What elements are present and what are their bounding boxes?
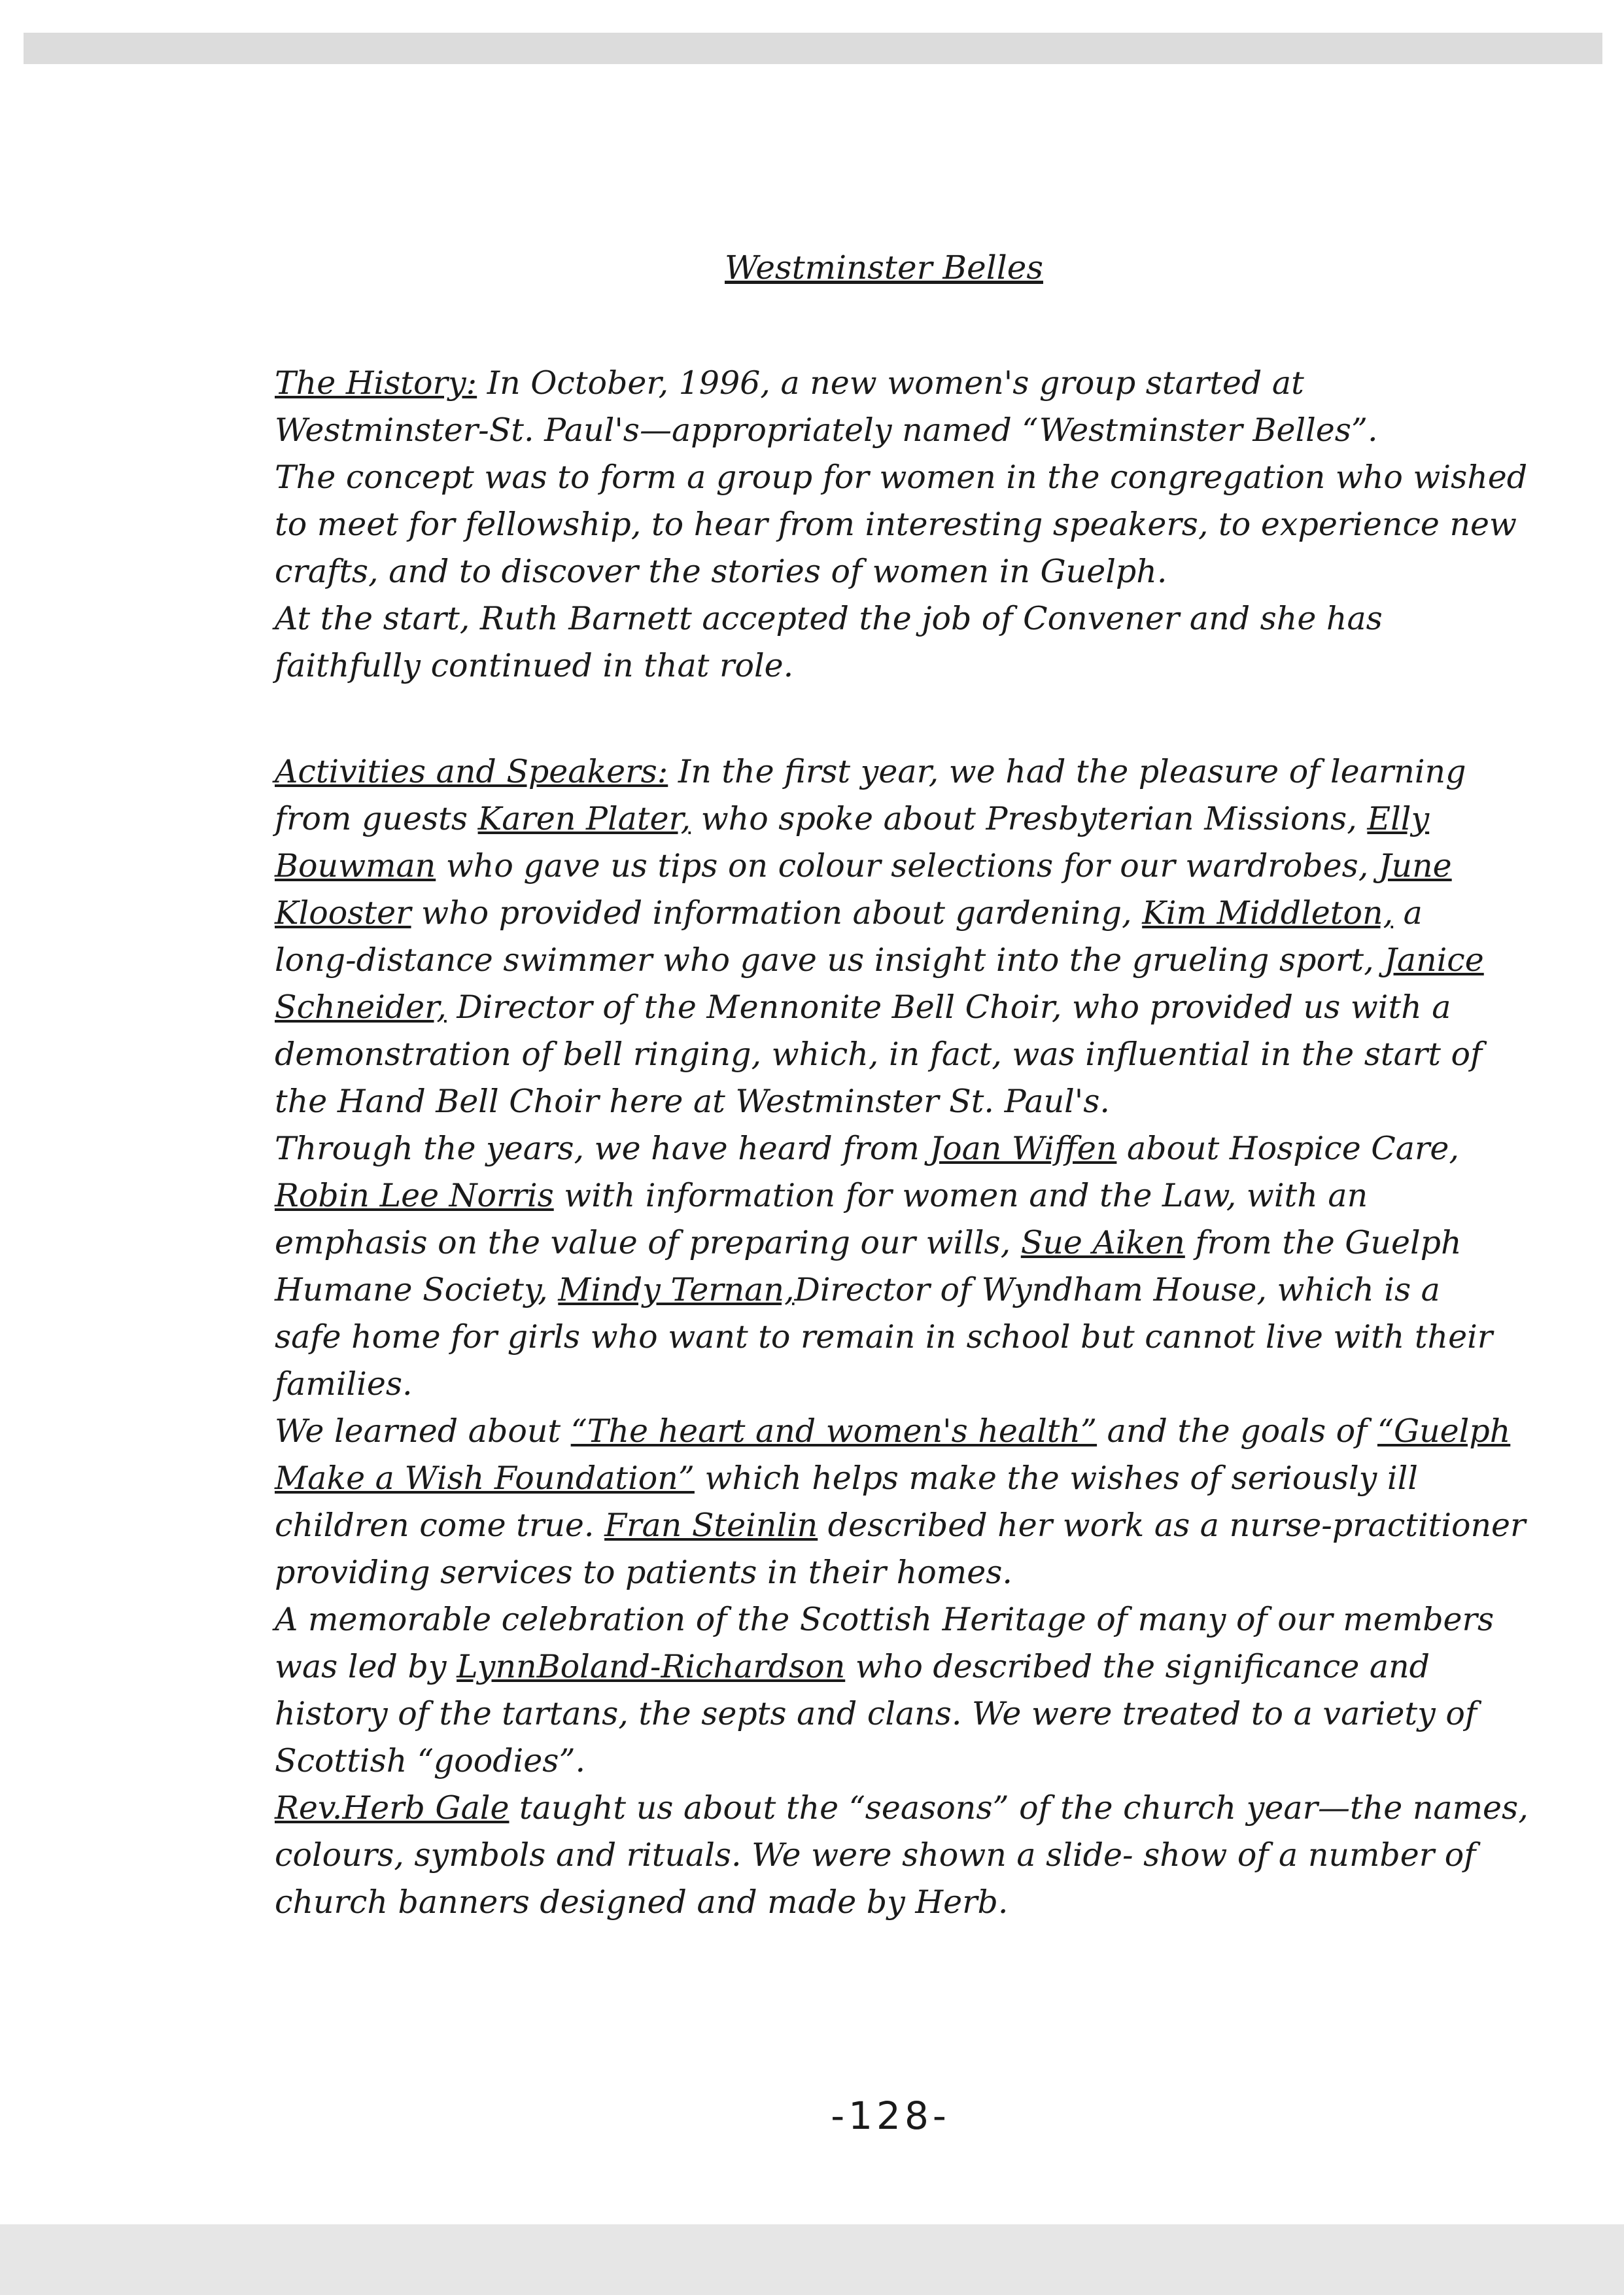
text-span: history of the tartans, the septs and clans. We were treated to a variety of	[275, 1695, 1477, 1732]
text-line	[275, 796, 1504, 843]
text-line	[275, 890, 1504, 937]
text-line	[275, 1267, 1504, 1314]
text-line	[275, 1078, 1504, 1125]
text-line	[275, 1879, 1504, 1926]
text-span: with information for women and the Law, with an	[553, 1177, 1368, 1214]
text-span: demonstration of bell ringing, which, in fact, was influential in the start of	[275, 1036, 1483, 1073]
text-span: which helps make the wishes of seriously ill	[694, 1460, 1418, 1497]
text-span: safe home for girls who want to remain in school but cannot live with their	[275, 1318, 1493, 1356]
text-line	[275, 1549, 1504, 1596]
text-line	[275, 642, 1504, 690]
text-line	[275, 1125, 1504, 1172]
underlined-text: Janice	[1384, 941, 1484, 979]
text-span: Humane Society,	[275, 1271, 559, 1308]
text-span: Scottish “goodies”.	[275, 1742, 586, 1779]
text-line	[275, 1738, 1504, 1785]
text-line	[275, 1031, 1504, 1078]
underlined-text: Sue Aiken	[1020, 1224, 1185, 1261]
text-line	[275, 1596, 1504, 1643]
text-line	[275, 1832, 1504, 1879]
section-label-history: The History:	[275, 364, 477, 402]
text-line	[275, 1455, 1504, 1502]
text-line	[275, 548, 1504, 595]
text-span: who provided information about gardening,	[411, 894, 1143, 932]
activities-paragraph	[275, 748, 1529, 1926]
text-span: A memorable celebration of the Scottish Heritage of many of our members	[275, 1601, 1494, 1638]
text-span: and the goals of	[1097, 1412, 1377, 1450]
text-span: to meet for fellowship, to hear from interesting speakers, to experience new	[275, 506, 1517, 543]
text-span: colours, symbols and rituals. We were shown a slide- show of a number of	[275, 1836, 1476, 1874]
text-line	[275, 748, 1504, 796]
scan-edge-top	[24, 33, 1602, 64]
text-span: described her work as a nurse-practitioner	[818, 1507, 1526, 1544]
text-line	[275, 843, 1504, 890]
text-line	[275, 360, 1504, 407]
history-paragraph	[275, 360, 1528, 690]
underlined-text: Mindy Ternan,	[558, 1271, 795, 1308]
text-line	[275, 984, 1504, 1031]
underlined-text: Bouwman	[275, 847, 436, 885]
text-line	[275, 454, 1528, 501]
text-line	[275, 1314, 1504, 1361]
text-line	[275, 1643, 1504, 1691]
page-title: Westminster Belles	[725, 249, 1043, 287]
page-number: -128-	[831, 2094, 950, 2138]
text-span: We learned about	[275, 1412, 571, 1450]
text-span: children come true.	[275, 1507, 605, 1544]
document-body	[275, 360, 1529, 1985]
text-line	[275, 937, 1504, 984]
text-span: church banners designed and made by Herb.	[275, 1883, 1009, 1921]
text-span: Through the years, we have heard from	[275, 1130, 930, 1167]
underlined-text: Make a Wish Foundation”	[275, 1460, 695, 1497]
text-span: Westminster-St. Paul's—appropriately named “Westminster Belles”.	[275, 412, 1378, 449]
text-line	[275, 1785, 1529, 1832]
text-line	[275, 1408, 1511, 1455]
text-line	[275, 595, 1504, 642]
text-span: crafts, and to discover the stories of women in Guelph.	[275, 553, 1167, 590]
text-span: Director of the Mennonite Bell Choir, who provided us with a	[446, 989, 1451, 1026]
text-line	[275, 1361, 1504, 1408]
text-span: families.	[275, 1365, 413, 1403]
text-line	[275, 1691, 1504, 1738]
text-span: Director of Wyndham House, which is a	[794, 1271, 1440, 1308]
text-span: was led by	[275, 1648, 457, 1685]
text-line	[275, 1172, 1504, 1219]
text-span: providing services to patients in their homes.	[275, 1554, 1012, 1591]
text-span: who gave us tips on colour selections for our wardrobes,	[436, 847, 1379, 885]
underlined-text: Schneider,	[275, 989, 447, 1026]
scan-edge-bottom	[0, 2224, 1624, 2295]
underlined-text: Robin Lee Norris	[275, 1177, 554, 1214]
text-line	[275, 501, 1517, 548]
text-span: In October, 1996, a new women's group started at	[477, 364, 1304, 402]
text-line	[275, 1219, 1504, 1267]
underlined-text: Kim Middleton,	[1142, 894, 1394, 932]
underlined-text: Fran Steinlin	[604, 1507, 818, 1544]
text-span: from the Guelph	[1184, 1224, 1462, 1261]
underlined-text: Klooster	[275, 894, 411, 932]
underlined-text: LynnBoland-Richardson	[457, 1648, 846, 1685]
text-span: At the start, Ruth Barnett accepted the job of Convener and she has	[275, 600, 1383, 637]
text-line	[275, 407, 1504, 454]
text-span: a	[1393, 894, 1423, 932]
text-span: the Hand Bell Choir here at Westminster St. Paul's.	[275, 1083, 1110, 1120]
text-span: emphasis on the value of preparing our wills,	[275, 1224, 1021, 1261]
underlined-text: “The heart and women's health”	[570, 1412, 1097, 1450]
underlined-text: Rev.Herb Gale	[275, 1789, 510, 1827]
text-span: In the first year, we had the pleasure of learning	[668, 753, 1466, 790]
underlined-text: Karen Plater,	[477, 800, 691, 837]
text-span: who spoke about Presbyterian Missions,	[691, 800, 1368, 837]
underlined-text: “Guelph	[1377, 1412, 1511, 1450]
text-span: The concept was to form a group for women in the congregation who wished	[275, 459, 1528, 496]
text-span: long-distance swimmer who gave us insight into the grueling sport,	[275, 941, 1385, 979]
underlined-text: Elly	[1367, 800, 1430, 837]
text-span: taught us about the “seasons” of the church year—the names,	[509, 1789, 1529, 1827]
underlined-text: June	[1378, 847, 1452, 885]
text-span: who described the significance and	[845, 1648, 1430, 1685]
text-span: from guests	[275, 800, 478, 837]
text-span: about Hospice Care,	[1116, 1130, 1459, 1167]
text-line	[275, 1502, 1526, 1549]
text-span: faithfully continued in that role.	[275, 647, 794, 684]
underlined-text: Joan Wiffen	[929, 1130, 1117, 1167]
underlined-text: Activities and Speakers:	[275, 753, 668, 790]
